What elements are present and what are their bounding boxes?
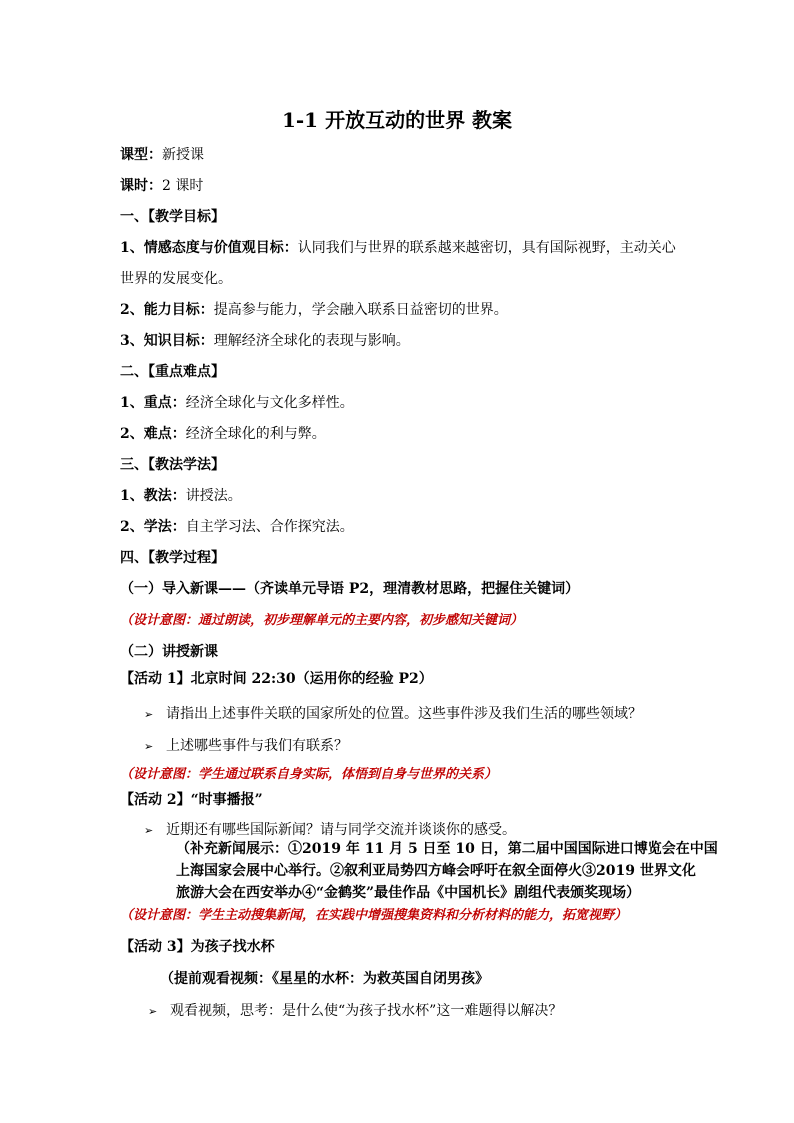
bullet-arrow-icon: ➢ bbox=[144, 740, 154, 753]
design-intent-3: （设计意图：学生主动搜集新闻，在实践中增强搜集资料和分析材料的能力，拓宽视野） bbox=[120, 908, 628, 923]
lesson-type-label: 课型： bbox=[120, 147, 162, 163]
bullet-arrow-icon: ➢ bbox=[144, 708, 154, 721]
learning-method-text: 自主学习法、合作探究法。 bbox=[185, 519, 354, 535]
objective-3-text: 理解经济全球化的表现与影响。 bbox=[213, 333, 410, 349]
bullet-arrow-icon: ➢ bbox=[148, 1005, 158, 1018]
activity1-question-1-text: 请指出上述事件关联的国家所处的位置。这些事件涉及我们生活的哪些领域？ bbox=[166, 706, 642, 722]
section2-heading: 二、【重点难点】 bbox=[120, 364, 225, 380]
activity2-question-1 bbox=[144, 819, 516, 839]
lesson-hours-value: 2 课时 bbox=[162, 178, 204, 194]
activity2-question-1-text: 近期还有哪些国际新闻？请与同学交流并谈谈你的感受。 bbox=[166, 822, 516, 838]
section3-heading: 三、【教法学法】 bbox=[120, 457, 225, 473]
activity3-heading: 【活动 3】为孩子找水杯 bbox=[120, 939, 275, 955]
activity3-question-1-text: 观看视频，思考：是什么使“为孩子找水杯”这一难题得以解决？ bbox=[170, 1003, 563, 1019]
activity1-heading: 【活动 1】北京时间 22:30（运用你的经验 P2） bbox=[120, 671, 433, 687]
teaching-method bbox=[120, 487, 680, 505]
activity2-heading: 【活动 2】“时事播报” bbox=[120, 792, 263, 808]
objective-3-label: 3、知识目标： bbox=[120, 333, 214, 349]
activity2-news-line-1: （补充新闻展示：①2019 年 11 月 5 日至 10 日，第二届中国国际进口博览会在中国 bbox=[176, 841, 718, 857]
activity1-question-2-text: 上述哪些事件与我们有联系？ bbox=[166, 738, 348, 754]
key-point-text: 经济全球化与文化多样性。 bbox=[185, 395, 354, 411]
learning-method bbox=[120, 518, 680, 536]
teaching-method-text: 讲授法。 bbox=[185, 488, 242, 504]
activity2-news-line-3: 旅游大会在西安举办④“金鹤奖”最佳作品《中国机长》剧组代表颁奖现场） bbox=[176, 885, 641, 901]
page-title: 1-1 开放互动的世界 教案 bbox=[281, 108, 513, 132]
lesson-hours bbox=[120, 177, 680, 195]
objective-1 bbox=[120, 239, 680, 257]
difficult-point-label: 2、难点： bbox=[120, 426, 186, 442]
key-point-label: 1、重点： bbox=[120, 395, 186, 411]
key-point bbox=[120, 394, 680, 412]
difficult-point bbox=[120, 425, 680, 443]
objective-2 bbox=[120, 301, 680, 319]
objective-2-label: 2、能力目标： bbox=[120, 302, 214, 318]
section4-heading: 四、【教学过程】 bbox=[120, 550, 225, 566]
activity2-news-line-2: 上海国家会展中心举行。②叙利亚局势四方峰会呼吁在叙全面停火③2019 世界文化 bbox=[176, 863, 696, 879]
objective-1-label: 1、情感态度与价值观目标： bbox=[120, 240, 298, 256]
learning-method-label: 2、学法： bbox=[120, 519, 186, 535]
objective-3 bbox=[120, 332, 680, 350]
part2-heading: （二）讲授新课 bbox=[120, 644, 218, 660]
objective-1-cont: 世界的发展变化。 bbox=[120, 271, 232, 287]
activity3-question-1 bbox=[148, 1000, 562, 1020]
activity3-video-note: （提前观看视频：《星星的水杯：为救英国自闭男孩》 bbox=[160, 971, 489, 987]
part1-intro: （一）导入新课——（齐读单元导语 P2，理清教材思路，把握住关键词） bbox=[120, 581, 580, 597]
section1-heading: 一、【教学目标】 bbox=[120, 209, 225, 225]
activity1-question-2 bbox=[144, 735, 348, 755]
objective-1-text: 认同我们与世界的联系越来越密切，具有国际视野，主动关心 bbox=[297, 240, 676, 256]
design-intent-2: （设计意图：学生通过联系自身实际，体悟到自身与世界的关系） bbox=[120, 767, 498, 782]
lesson-type-value: 新授课 bbox=[162, 147, 204, 163]
objective-2-text: 提高参与能力，学会融入联系日益密切的世界。 bbox=[213, 302, 508, 318]
lesson-type bbox=[120, 146, 680, 164]
design-intent-1: （设计意图：通过朗读，初步理解单元的主要内容，初步感知关键词） bbox=[120, 613, 524, 628]
bullet-arrow-icon: ➢ bbox=[144, 824, 154, 837]
teaching-method-label: 1、教法： bbox=[120, 488, 186, 504]
difficult-point-text: 经济全球化的利与弊。 bbox=[185, 426, 326, 442]
activity1-question-1 bbox=[144, 703, 642, 723]
lesson-hours-label: 课时： bbox=[120, 178, 162, 194]
